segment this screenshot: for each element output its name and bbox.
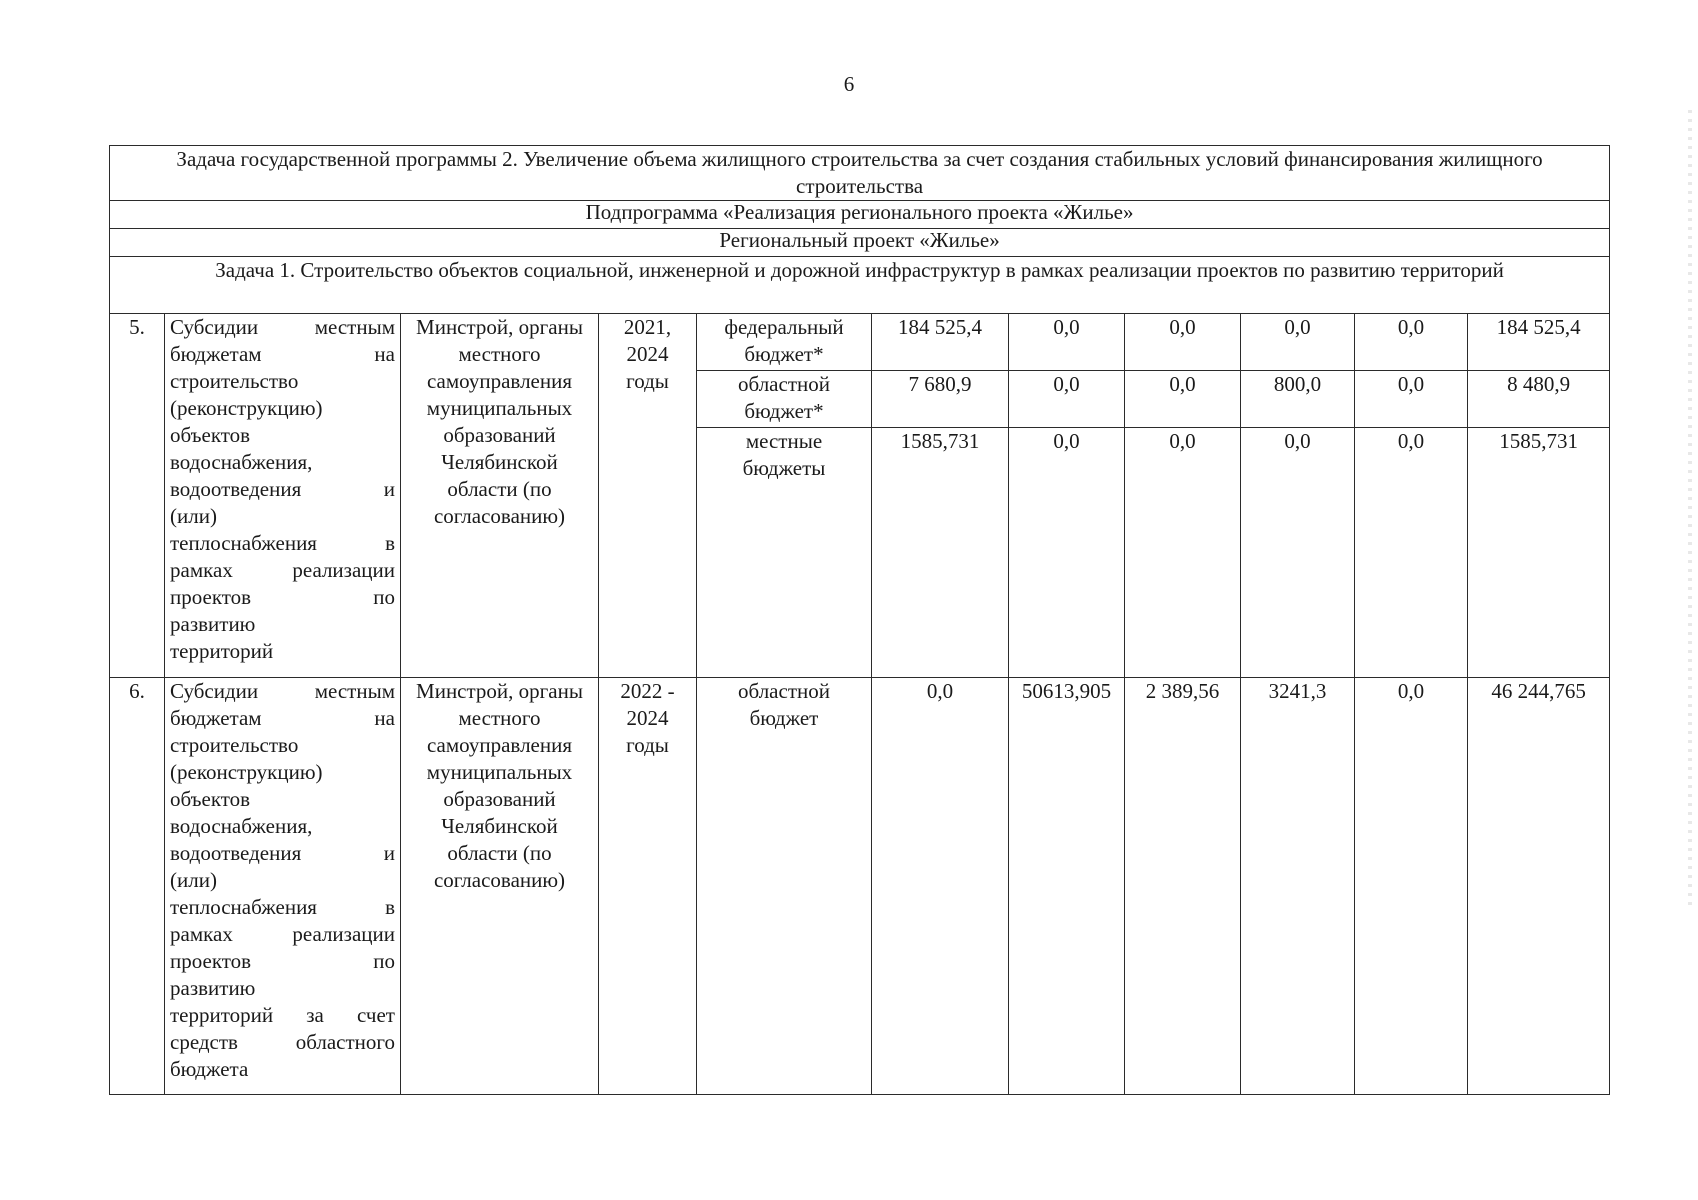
scan-edge-marks [1688,110,1692,910]
total-cell: 1585,731 [1468,428,1610,678]
funding-source: областной бюджет [697,678,872,1095]
value-cell: 0,0 [1241,428,1355,678]
total-cell: 184 525,4 [1468,314,1610,371]
funding-table [109,145,1610,1095]
row-number: 6. [110,678,165,1095]
total-cell: 8 480,9 [1468,371,1610,428]
value-cell: 0,0 [1355,678,1468,1095]
value-cell: 0,0 [1009,371,1125,428]
value-cell: 1585,731 [872,428,1009,678]
program-task-heading: Задача государственной программы 2. Увеличение объема жилищного строительства за счет создания стабильных условий финансирования жилищного строительства [110,146,1610,201]
value-cell: 0,0 [1241,314,1355,371]
page-number: 6 [843,72,855,96]
table-row [110,314,1610,371]
row-description: Субсидии местным бюджетам на строительство (реконструкцию) объектов водоснабжения, водоотведения и (или) теплоснабжения в рамках реализации проектов по развитию территорий за счет средств областного бюджета [165,678,401,1095]
funding-source: местные бюджеты [697,428,872,678]
value-cell: 0,0 [1125,371,1241,428]
value-cell: 3241,3 [1241,678,1355,1095]
task-1-heading: Задача 1. Строительство объектов социальной, инженерной и дорожной инфраструктур в рамках реализации проектов по развитию территорий [110,257,1610,314]
value-cell: 0,0 [1355,314,1468,371]
funding-source: федеральный бюджет* [697,314,872,371]
value-cell: 0,0 [1125,314,1241,371]
value-cell: 50613,905 [1009,678,1125,1095]
row-number: 5. [110,314,165,678]
row-years: 2022 - 2024 годы [599,678,697,1095]
row-description: Субсидии местным бюджетам на строительство (реконструкцию) объектов водоснабжения, водоотведения и (или) теплоснабжения в рамках реализации проектов по развитию территорий [165,314,401,678]
value-cell: 0,0 [1355,428,1468,678]
value-cell: 0,0 [1009,314,1125,371]
row-years: 2021, 2024 годы [599,314,697,678]
funding-source: областной бюджет* [697,371,872,428]
value-cell: 0,0 [872,678,1009,1095]
value-cell: 0,0 [1355,371,1468,428]
row-executor: Минстрой, органы местного самоуправления муниципальных образований Челябинской области (по согласованию) [401,678,599,1095]
total-cell: 46 244,765 [1468,678,1610,1095]
value-cell: 0,0 [1009,428,1125,678]
value-cell: 0,0 [1125,428,1241,678]
row-executor: Минстрой, органы местного самоуправления муниципальных образований Челябинской области (по согласованию) [401,314,599,678]
value-cell: 2 389,56 [1125,678,1241,1095]
value-cell: 800,0 [1241,371,1355,428]
subprogram-heading: Подпрограмма «Реализация регионального проекта «Жилье» [110,201,1610,229]
table-row [110,678,1610,1095]
value-cell: 7 680,9 [872,371,1009,428]
regional-project-heading: Региональный проект «Жилье» [110,229,1610,257]
value-cell: 184 525,4 [872,314,1009,371]
